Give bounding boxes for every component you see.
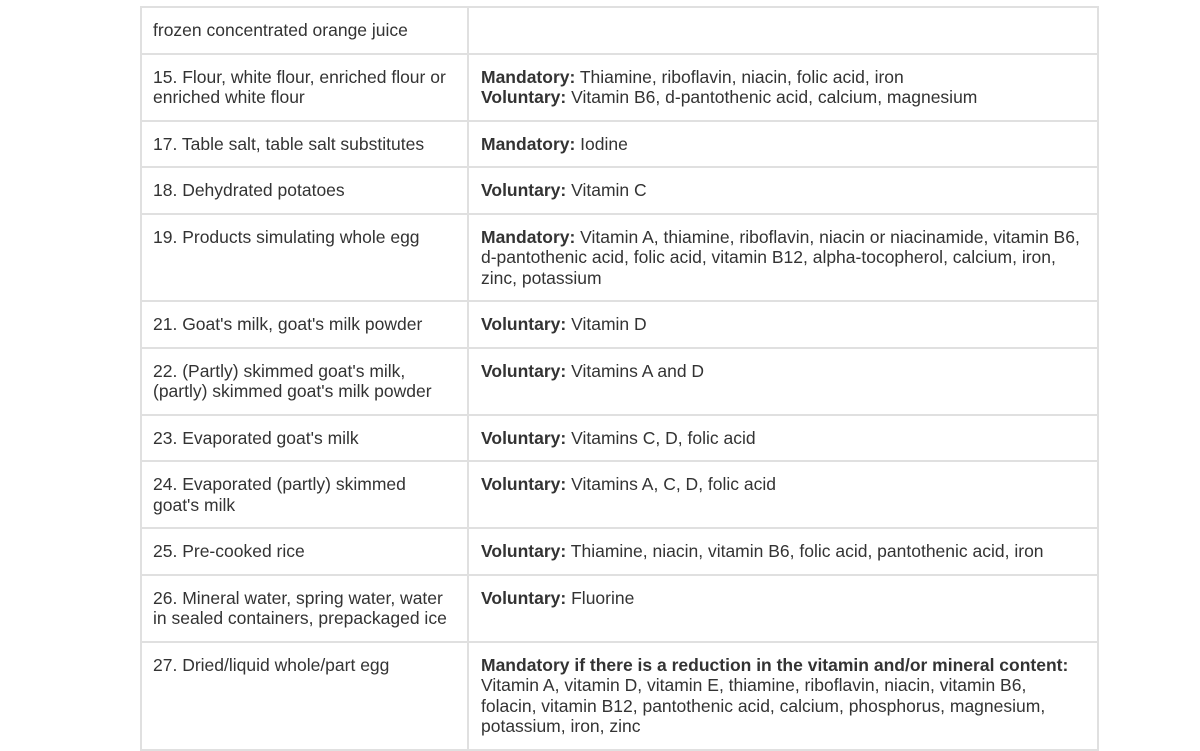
table-body <box>141 7 1098 750</box>
food-name: 23. Evaporated goat's milk <box>153 427 359 448</box>
food-name: 25. Pre-cooked rice <box>153 541 305 561</box>
requirement-label: Voluntary: <box>481 180 567 200</box>
nutrient-line <box>481 361 1086 382</box>
food-cell <box>141 214 468 302</box>
nutrient-list: Thiamine, niacin, vitamin B6, folic acid, pantothenic acid, iron <box>566 541 1044 561</box>
food-cell <box>141 461 468 528</box>
food-cell <box>141 575 468 642</box>
table-row <box>141 54 1098 121</box>
fortification-table-container <box>140 6 1097 751</box>
requirement-label: Mandatory if there is a reduction in the vitamin and/or mineral content: <box>481 654 1069 675</box>
nutrient-list: Vitamins A, C, D, folic acid <box>566 474 777 494</box>
table-row <box>141 301 1098 348</box>
fortification-table <box>140 6 1099 751</box>
food-cell <box>141 348 468 415</box>
requirement-label: Voluntary: <box>481 360 567 381</box>
requirement-label: Voluntary: <box>481 87 567 107</box>
food-name: 17. Table salt, table salt substitutes <box>153 133 425 154</box>
nutrient-line <box>481 87 1086 108</box>
nutrients-cell <box>468 7 1098 54</box>
nutrients-cell <box>468 54 1098 121</box>
table-row <box>141 415 1098 462</box>
food-cell <box>141 167 468 214</box>
nutrient-line <box>481 227 1086 289</box>
nutrient-list: Vitamin C <box>566 180 647 200</box>
food-name: frozen concentrated orange juice <box>153 20 408 40</box>
table-row <box>141 121 1098 168</box>
nutrient-list: Vitamins C, D, folic acid <box>566 427 756 448</box>
nutrient-line <box>481 67 1086 88</box>
table-row <box>141 528 1098 575</box>
table-row <box>141 214 1098 302</box>
food-cell <box>141 121 468 168</box>
nutrient-list: Iodine <box>575 133 628 154</box>
nutrients-cell <box>468 642 1098 750</box>
nutrient-line <box>481 541 1086 562</box>
nutrients-cell <box>468 348 1098 415</box>
food-cell <box>141 301 468 348</box>
table-row <box>141 575 1098 642</box>
nutrients-cell <box>468 461 1098 528</box>
table-row <box>141 642 1098 750</box>
food-name: 22. (Partly) skimmed goat's milk, (partly) skimmed goat's milk powder <box>153 360 432 401</box>
nutrient-line <box>481 588 1086 609</box>
food-name: 21. Goat's milk, goat's milk powder <box>153 314 423 334</box>
table-row <box>141 167 1098 214</box>
requirement-label: Mandatory: <box>481 133 576 154</box>
nutrient-list: Vitamin A, thiamine, riboflavin, niacin or niacinamide, vitamin B6, d-pantothenic acid, folic acid, vitamin B12, alpha-tocopherol, calcium, iron, zinc, potassium <box>481 226 1080 288</box>
food-cell <box>141 54 468 121</box>
requirement-label: Voluntary: <box>481 474 567 494</box>
nutrients-cell <box>468 528 1098 575</box>
requirement-label: Voluntary: <box>481 541 567 561</box>
nutrient-list: Vitamins A and D <box>566 360 705 381</box>
nutrients-cell <box>468 121 1098 168</box>
food-name: 26. Mineral water, spring water, water in sealed containers, prepackaged ice <box>153 587 447 628</box>
nutrient-line <box>481 180 1086 201</box>
table-row <box>141 7 1098 54</box>
requirement-label: Voluntary: <box>481 587 567 608</box>
food-cell <box>141 528 468 575</box>
nutrient-line <box>481 134 1086 155</box>
food-cell <box>141 642 468 750</box>
food-name: 18. Dehydrated potatoes <box>153 180 345 200</box>
requirement-label: Mandatory: <box>481 226 576 247</box>
food-name: 15. Flour, white flour, enriched flour or enriched white flour <box>153 66 446 107</box>
food-name: 19. Products simulating whole egg <box>153 226 420 247</box>
food-name: 27. Dried/liquid whole/part egg <box>153 654 390 675</box>
nutrient-list: Vitamin A, vitamin D, vitamin E, thiamine, riboflavin, niacin, vitamin B6, folacin, vitamin B12, pantothenic acid, calcium, phosphorus, magnesium, potassium, iron, zinc <box>481 675 1046 736</box>
nutrient-line <box>481 428 1086 449</box>
requirement-label: Voluntary: <box>481 314 567 334</box>
nutrient-line <box>481 655 1086 737</box>
nutrients-cell <box>468 575 1098 642</box>
nutrient-list: Thiamine, riboflavin, niacin, folic acid, iron <box>575 66 904 87</box>
nutrients-cell <box>468 301 1098 348</box>
requirement-label: Voluntary: <box>481 427 567 448</box>
nutrients-cell <box>468 214 1098 302</box>
nutrient-list: Vitamin B6, d-pantothenic acid, calcium, magnesium <box>566 87 978 107</box>
food-name: 24. Evaporated (partly) skimmed goat's milk <box>153 474 406 515</box>
requirement-label: Mandatory: <box>481 66 576 87</box>
nutrient-line <box>481 314 1086 335</box>
nutrient-line <box>481 474 1086 495</box>
nutrient-list: Vitamin D <box>566 314 647 334</box>
table-row <box>141 348 1098 415</box>
food-cell <box>141 7 468 54</box>
food-cell <box>141 415 468 462</box>
nutrients-cell <box>468 415 1098 462</box>
nutrients-cell <box>468 167 1098 214</box>
table-row <box>141 461 1098 528</box>
nutrient-list: Fluorine <box>566 587 635 608</box>
